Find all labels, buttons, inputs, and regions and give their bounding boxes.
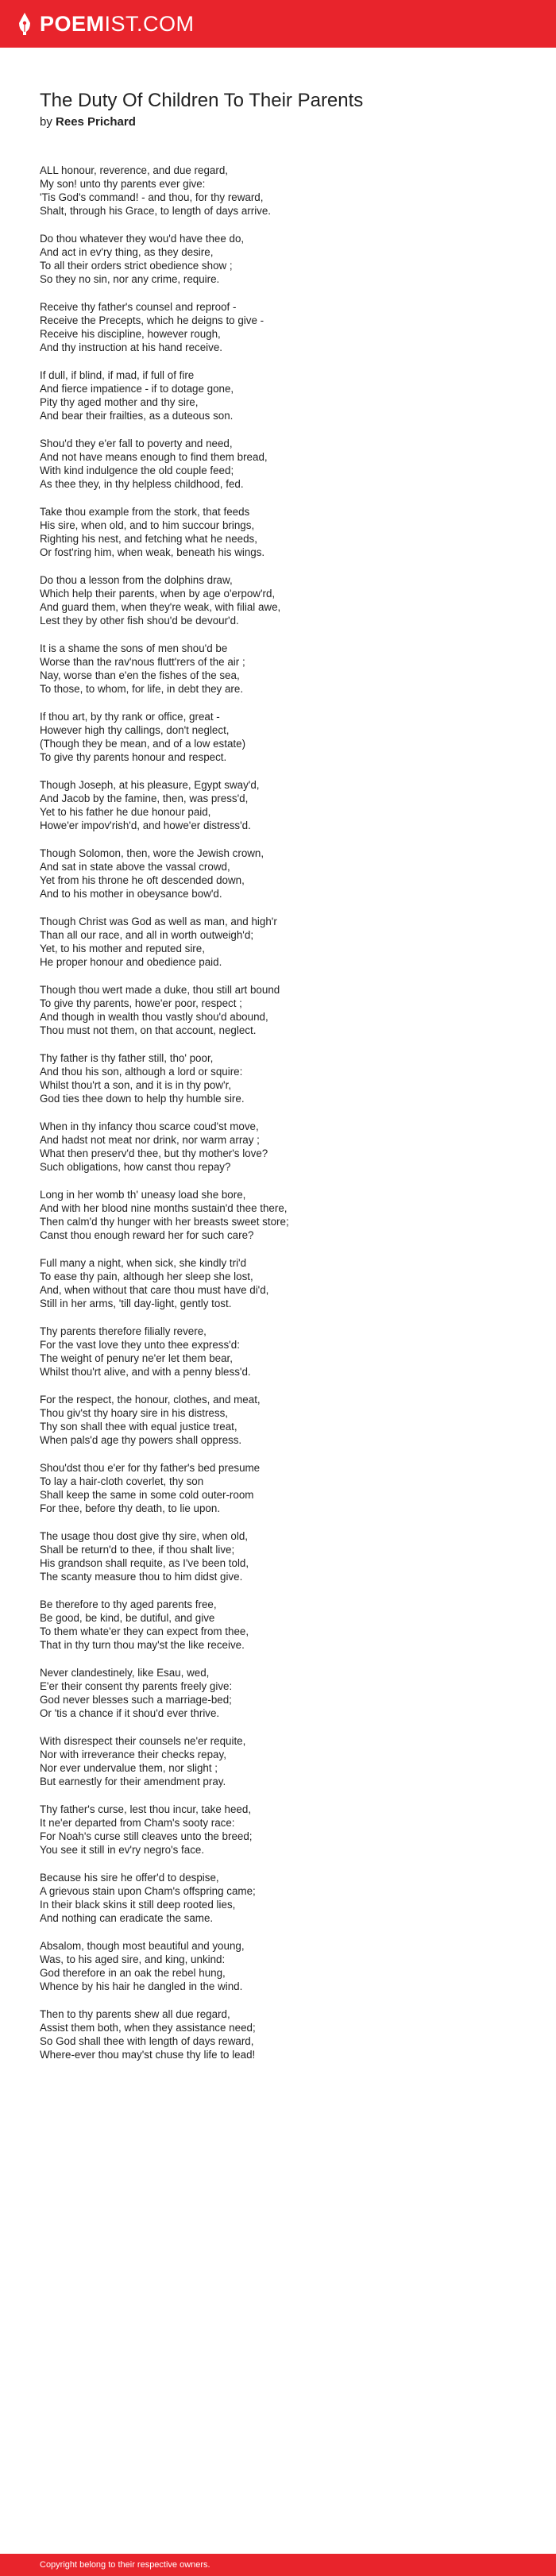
poem-stanza — [40, 710, 516, 764]
poem-line: Shou'd they e'er fall to poverty and need, — [40, 438, 233, 449]
by-label: by — [40, 115, 52, 129]
poem-stanza — [40, 505, 516, 559]
poem-line: Receive thy father's counsel and reproof - — [40, 301, 237, 313]
poem-line: It ne'er departed from Cham's sooty race: — [40, 1817, 235, 1829]
poem-body — [40, 164, 516, 2061]
poem-line: But earnestly for their amendment pray. — [40, 1776, 226, 1787]
poem-stanza — [40, 1939, 516, 1993]
poem-line: Though Joseph, at his pleasure, Egypt sway'd, — [40, 779, 260, 791]
poem-line: Where-ever thou may'st chuse thy life to lead! — [40, 2049, 256, 2061]
fountain-pen-nib-icon — [17, 12, 32, 36]
poem-line: Howe'er impov'rish'd, and howe'er distress'd. — [40, 819, 251, 831]
poem-line: For Noah's curse still cleaves unto the breed; — [40, 1830, 253, 1842]
logo-text-bold: POEM — [40, 11, 105, 36]
poem-line: And sat in state above the vassal crowd, — [40, 861, 230, 873]
poem-line: To give thy parents honour and respect. — [40, 751, 227, 763]
poem-line: Or fost'ring him, when weak, beneath his wings. — [40, 546, 265, 558]
poem-line: Receive his discipline, however rough, — [40, 328, 221, 340]
poem-stanza — [40, 1461, 516, 1515]
poem-line: And not have means enough to find them bread, — [40, 451, 268, 463]
poem-line: Whilst thou'rt a son, and it is in thy pow'r, — [40, 1079, 232, 1091]
poem-line: To all their orders strict obedience show ; — [40, 260, 233, 272]
poem-line: ALL honour, reverence, and due regard, — [40, 164, 228, 176]
poem-stanza — [40, 846, 516, 900]
poem-line: Which help their parents, when by age o'erpow'rd, — [40, 588, 276, 600]
poem-line: Lest they by other fish shou'd be devour'd. — [40, 615, 239, 627]
poem-stanza — [40, 1120, 516, 1174]
poem-line: (Though they be mean, and of a low estate) — [40, 738, 246, 750]
poem-line: Shou'dst thou e'er for thy father's bed presume — [40, 1462, 261, 1474]
poem-stanza — [40, 300, 516, 354]
site-header — [0, 0, 556, 48]
poem-line: Absalom, though most beautiful and young, — [40, 1940, 245, 1952]
poem-stanza — [40, 983, 516, 1037]
poem-line: Whilst thou'rt alive, and with a penny bless'd. — [40, 1366, 251, 1378]
poem-line: Be therefore to thy aged parents free, — [40, 1598, 217, 1610]
poem-line: Nay, worse than e'en the fishes of the sea, — [40, 669, 240, 681]
poem-line: And act in ev'ry thing, as they desire, — [40, 246, 214, 258]
poem-line: What then preserv'd thee, but thy mother's love? — [40, 1147, 268, 1159]
poem-line: Righting his nest, and fetching what he needs, — [40, 533, 257, 545]
poem-stanza — [40, 1734, 516, 1788]
poem-stanza — [40, 1529, 516, 1583]
poem-line: In their black skins it still deep rooted lies, — [40, 1899, 236, 1911]
poem-line: Do thou a lesson from the dolphins draw, — [40, 574, 233, 586]
poem-line: Then to thy parents shew all due regard, — [40, 2008, 230, 2020]
poem-line: A grievous stain upon Cham's offspring came; — [40, 1885, 256, 1897]
poem-line: E'er their consent thy parents freely give: — [40, 1680, 233, 1692]
poem-container — [40, 89, 516, 2076]
poem-line: To ease thy pain, although her sleep she lost, — [40, 1271, 253, 1282]
poem-line: With kind indulgence the old couple feed; — [40, 465, 234, 476]
poem-line: The weight of penury ne'er let them bear, — [40, 1352, 233, 1364]
poem-line: Yet, to his mother and reputed sire, — [40, 943, 205, 954]
poem-line: When in thy infancy thou scarce coud'st move, — [40, 1120, 259, 1132]
poem-stanza — [40, 1051, 516, 1105]
poem-line: My son! unto thy parents ever give: — [40, 178, 206, 190]
poem-line: Though Christ was God as well as man, and high'r — [40, 916, 277, 927]
poem-line: Canst thou enough reward her for such care? — [40, 1229, 254, 1241]
poem-line: God therefore in an oak the rebel hung, — [40, 1967, 226, 1979]
poem-line: God never blesses such a marriage-bed; — [40, 1694, 232, 1706]
poem-line: However high thy callings, don't neglect, — [40, 724, 230, 736]
poem-stanza — [40, 2007, 516, 2061]
poem-line: The scanty measure thou to him didst give. — [40, 1571, 243, 1583]
poem-line: Take thou example from the stork, that feeds — [40, 506, 250, 518]
poem-line: You see it still in ev'ry negro's face. — [40, 1844, 205, 1856]
poem-stanza — [40, 642, 516, 696]
poem-line: Do thou whatever they wou'd have thee do, — [40, 233, 245, 245]
poem-line: His sire, when old, and to him succour brings, — [40, 519, 255, 531]
poem-line: And, when without that care thou must have di'd, — [40, 1284, 269, 1296]
poem-line: God ties thee down to help thy humble sire. — [40, 1093, 245, 1105]
poem-line: And with her blood nine months sustain'd thee there, — [40, 1202, 288, 1214]
poem-stanza — [40, 232, 516, 286]
copyright-notice: Copyright belong to their respective owners. — [40, 2560, 210, 2570]
poem-line: His grandson shall requite, as I've been told, — [40, 1557, 249, 1569]
poem-line: Still in her arms, 'till day-light, gently tost. — [40, 1298, 232, 1309]
poem-stanza — [40, 1666, 516, 1720]
poem-line: And though in wealth thou vastly shou'd abound, — [40, 1011, 268, 1023]
poem-line: 'Tis God's command! - and thou, for thy reward, — [40, 191, 264, 203]
poem-line: To them whate'er they can expect from thee, — [40, 1625, 249, 1637]
poem-line: Thou giv'st thy hoary sire in his distress, — [40, 1407, 228, 1419]
poem-line: Worse than the rav'nous flutt'rers of the air ; — [40, 656, 245, 668]
poem-line: Be good, be kind, be dutiful, and give — [40, 1612, 215, 1624]
poem-line: Thy father is thy father still, tho' poor, — [40, 1052, 214, 1064]
poem-line: And thou his son, although a lord or squire: — [40, 1066, 243, 1078]
poem-stanza — [40, 164, 516, 218]
poem-line: Nor ever undervalue them, nor slight ; — [40, 1762, 218, 1774]
poem-line: For the vast love they unto thee express'd: — [40, 1339, 240, 1351]
poem-stanza — [40, 573, 516, 627]
poem-stanza — [40, 1256, 516, 1310]
poem-line: If thou art, by thy rank or office, great - — [40, 711, 220, 723]
poem-line: For the respect, the honour, clothes, and meat, — [40, 1394, 261, 1406]
poem-line: When pals'd age thy powers shall oppress. — [40, 1434, 242, 1446]
poem-line: Though thou wert made a duke, thou still art bound — [40, 984, 280, 996]
poem-line: Assist them both, when they assistance need; — [40, 2022, 256, 2034]
poem-line: He proper honour and obedience paid. — [40, 956, 222, 968]
poem-stanza — [40, 915, 516, 969]
poem-line: Full many a night, when sick, she kindly tri'd — [40, 1257, 247, 1269]
poem-line: Shall be return'd to thee, if thou shalt live; — [40, 1544, 235, 1556]
poem-line: Than all our race, and all in worth outweigh'd; — [40, 929, 254, 941]
poem-line: Thou must not them, on that account, neglect. — [40, 1024, 257, 1036]
poem-stanza — [40, 1325, 516, 1379]
poem-line: Such obligations, how canst thou repay? — [40, 1161, 231, 1173]
poem-line: Yet from his throne he oft descended down, — [40, 874, 245, 886]
poem-stanza — [40, 1188, 516, 1242]
poem-line: To give thy parents, howe'er poor, respect ; — [40, 997, 242, 1009]
poem-line: Yet to his father he due honour paid, — [40, 806, 211, 818]
poem-byline — [40, 114, 516, 130]
poem-line: And thy instruction at his hand receive. — [40, 341, 223, 353]
poem-line: So they no sin, nor any crime, require. — [40, 273, 220, 285]
poem-line: And fierce impatience - if to dotage gone, — [40, 383, 234, 395]
poem-line: To lay a hair-cloth coverlet, thy son — [40, 1475, 204, 1487]
poem-stanza — [40, 1871, 516, 1925]
poem-stanza — [40, 1598, 516, 1652]
poem-line: Receive the Precepts, which he deigns to give - — [40, 314, 264, 326]
poem-line: And nothing can eradicate the same. — [40, 1912, 214, 1924]
poem-line: It is a shame the sons of men shou'd be — [40, 642, 228, 654]
poem-line: Whence by his hair he dangled in the wind. — [40, 1980, 243, 1992]
poem-line: With disrespect their counsels ne'er requite, — [40, 1735, 246, 1747]
poem-line: Never clandestinely, like Esau, wed, — [40, 1667, 210, 1679]
poem-title: The Duty Of Children To Their Parents — [40, 90, 364, 111]
site-footer — [0, 2554, 556, 2576]
poem-line: Because his sire he offer'd to despise, — [40, 1872, 219, 1884]
poem-line: And guard them, when they're weak, with filial awe, — [40, 601, 281, 613]
poem-line: Nor with irreverance their checks repay, — [40, 1749, 226, 1760]
poem-line: And to his mother in obeysance bow'd. — [40, 888, 222, 900]
poem-line: Shall keep the same in some cold outer-room — [40, 1489, 254, 1501]
poem-line: Or 'tis a chance if it shou'd ever thrive. — [40, 1707, 220, 1719]
poem-line: And Jacob by the famine, then, was press'd, — [40, 792, 249, 804]
logo-text-light: IST.COM — [104, 11, 195, 36]
poem-stanza — [40, 1803, 516, 1857]
poem-line: Thy father's curse, lest thou incur, take heed, — [40, 1803, 252, 1815]
poem-line: That in thy turn thou may'st the like receive. — [40, 1639, 245, 1651]
site-logo[interactable] — [17, 12, 195, 37]
poem-line: Thy son shall thee with equal justice treat, — [40, 1421, 237, 1433]
poem-stanza — [40, 1393, 516, 1447]
poem-line: And bear their frailties, as a duteous son. — [40, 410, 234, 422]
poem-line: Though Solomon, then, wore the Jewish crown, — [40, 847, 264, 859]
poem-line: To those, to whom, for life, in debt they are. — [40, 683, 244, 695]
poem-line: The usage thou dost give thy sire, when old, — [40, 1530, 249, 1542]
poem-line: Shalt, through his Grace, to length of days arrive. — [40, 205, 272, 217]
poem-line: So God shall thee with length of days reward, — [40, 2035, 254, 2047]
poem-line: For thee, before thy death, to lie upon. — [40, 1502, 221, 1514]
poem-line: Thy parents therefore filially revere, — [40, 1325, 207, 1337]
poem-stanza — [40, 437, 516, 491]
poem-line: Was, to his aged sire, and king, unkind: — [40, 1953, 226, 1965]
poem-stanza — [40, 778, 516, 832]
poem-line: Then calm'd thy hunger with her breasts sweet store; — [40, 1216, 289, 1228]
author-link[interactable]: Rees Prichard — [56, 115, 136, 129]
poem-line: Pity thy aged mother and thy sire, — [40, 396, 199, 408]
poem-line: If dull, if blind, if mad, if full of fire — [40, 369, 195, 381]
poem-line: And hadst not meat nor drink, nor warm array ; — [40, 1134, 260, 1146]
poem-line: Long in her womb th' uneasy load she bore, — [40, 1189, 246, 1201]
poem-line: As thee they, in thy helpless childhood, fed. — [40, 478, 244, 490]
poem-stanza — [40, 368, 516, 422]
